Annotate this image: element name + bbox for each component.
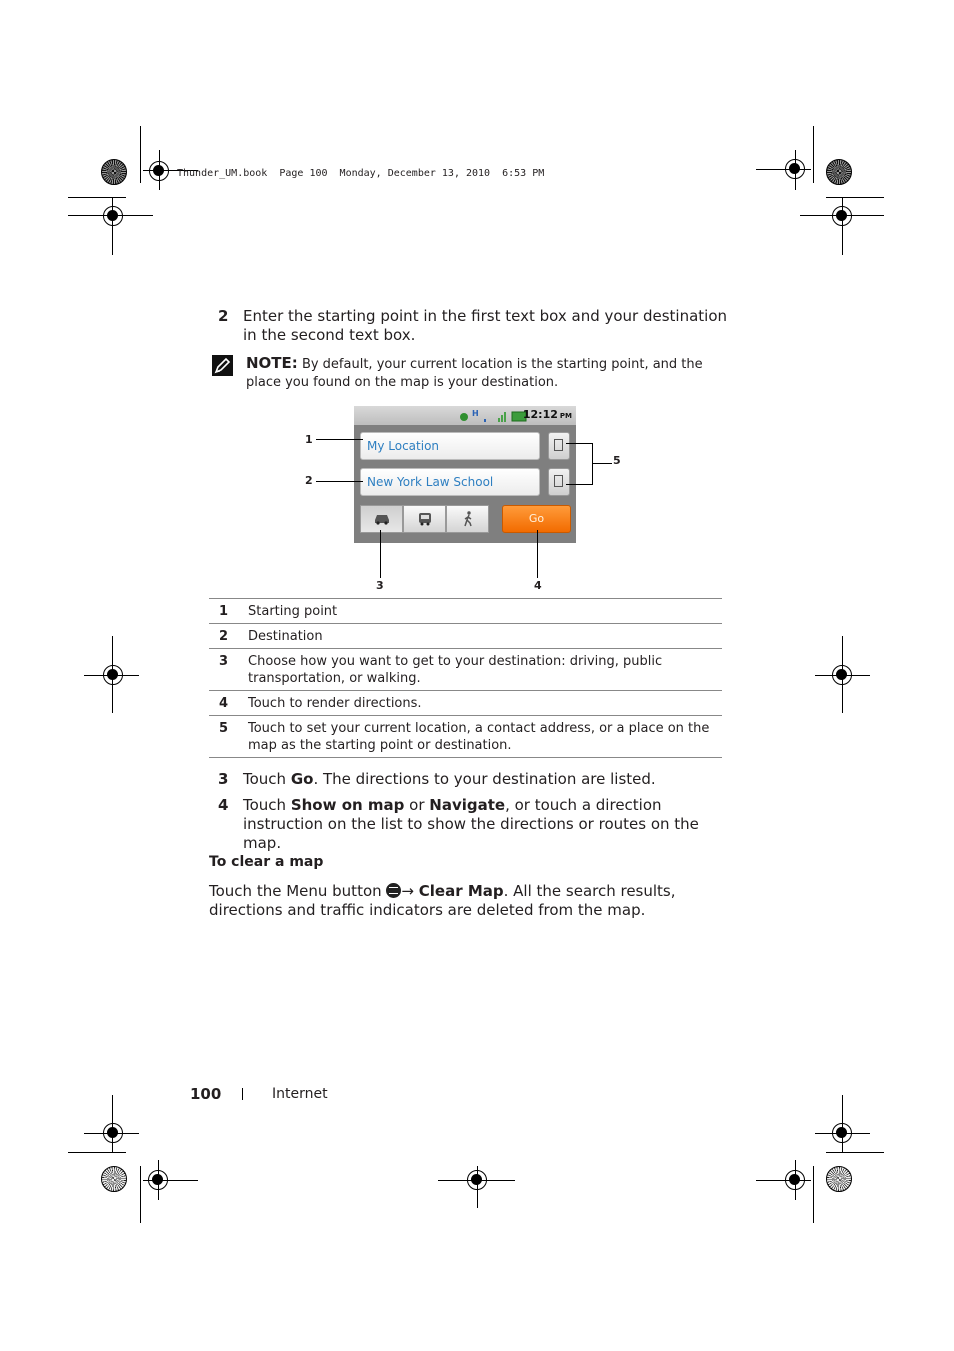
callout-2: 2 <box>305 474 313 487</box>
svg-text:H: H <box>472 409 479 418</box>
callout-3: 3 <box>376 579 384 592</box>
step-number: 2 <box>218 307 229 325</box>
note-text: By default, your current location is the starting point, and the place you found on the map is your destination. <box>246 357 703 390</box>
destination-field-value: New York Law School <box>367 475 494 489</box>
callout-1: 1 <box>305 433 313 446</box>
page-number: 100 <box>190 1085 222 1103</box>
bus-icon[interactable] <box>403 505 446 533</box>
table-row: 3 Choose how you want to get to your destination: driving, public transportation, or walking. <box>209 649 722 691</box>
table-row: 1 Starting point <box>209 599 722 624</box>
status-bar <box>354 406 576 425</box>
callout-4: 4 <box>534 579 542 592</box>
registration-sun-icon <box>101 1166 127 1192</box>
go-button[interactable]: Go <box>502 505 571 533</box>
registration-sun-icon <box>826 159 852 185</box>
menu-button-icon <box>386 883 401 898</box>
bookmark-icon[interactable] <box>548 468 570 496</box>
car-icon[interactable] <box>360 505 403 533</box>
section-title: To clear a map <box>209 854 324 870</box>
note-pencil-icon <box>212 355 233 376</box>
callout-5: 5 <box>613 454 621 467</box>
destination-field[interactable] <box>360 468 540 496</box>
print-header: Thunder_UM.book Page 100 Monday, December 13, 2010 6:53 PM <box>177 168 545 179</box>
registration-sun-icon <box>101 159 127 185</box>
callout-legend-table <box>209 598 722 758</box>
step-text: Enter the starting point in the first text box and your destination in the second text box. <box>243 307 728 344</box>
registration-sun-icon <box>826 1166 852 1192</box>
footer-divider <box>242 1088 243 1100</box>
directions-screenshot <box>354 406 576 543</box>
table-row: 5 Touch to set your current location, a contact address, or a place on the map as the starting point or destination. <box>209 716 722 758</box>
status-time: 12:12 PM <box>522 408 572 421</box>
start-field-value: My Location <box>367 439 440 453</box>
table-row: 2 Destination <box>209 624 722 649</box>
signal-icons <box>458 408 528 423</box>
walk-icon[interactable] <box>446 505 489 533</box>
bookmark-icon[interactable] <box>548 432 570 460</box>
start-field[interactable] <box>360 432 540 460</box>
note-label: NOTE: <box>246 354 298 372</box>
note <box>246 354 716 392</box>
footer-section: Internet <box>272 1086 328 1102</box>
clear-map-paragraph: Touch the Menu button → Clear Map. All the search results, directions and traffic indicators are deleted from the map. <box>209 882 676 919</box>
table-row: 4 Touch to render directions. <box>209 691 722 716</box>
